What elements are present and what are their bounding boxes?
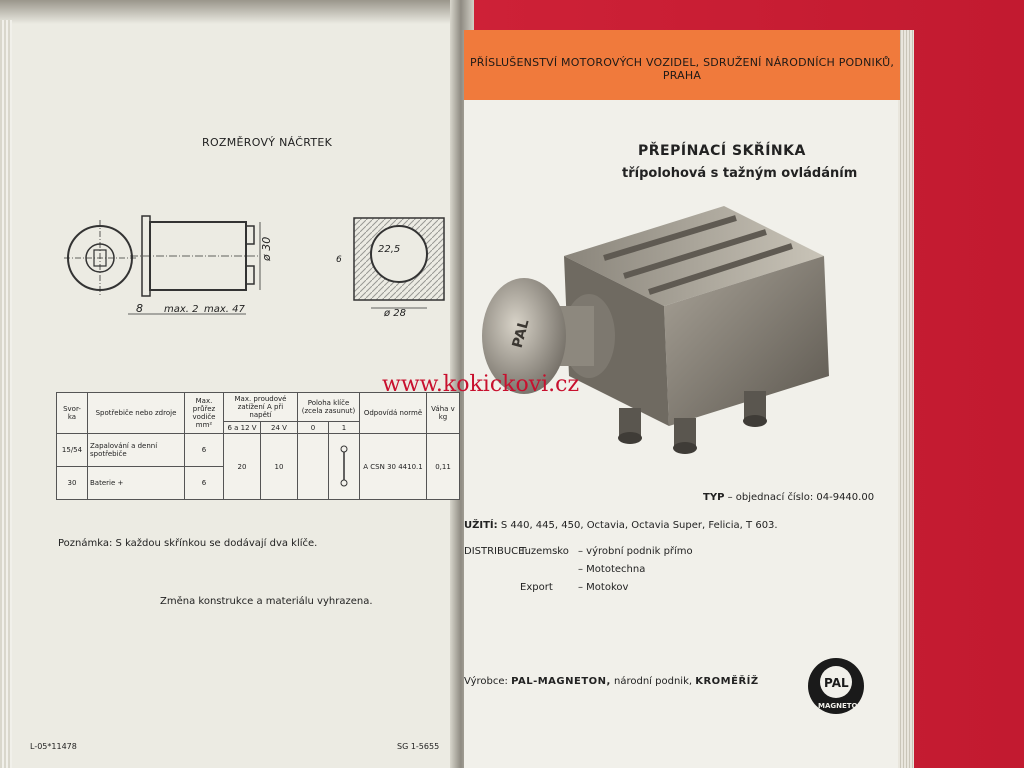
cell-svorka: 15/54 bbox=[57, 434, 88, 467]
cell-p1 bbox=[329, 434, 360, 500]
note-change: Změna konstrukce a materiálu vyhrazena. bbox=[160, 596, 373, 607]
knob-logo: PAL bbox=[509, 317, 533, 350]
th-proud: Max. proudové zatížení A při napětí bbox=[224, 393, 298, 422]
dimension-drawing bbox=[60, 196, 460, 326]
logo-text: PAL bbox=[824, 676, 849, 690]
dim-max-47: max. 47 bbox=[204, 304, 245, 315]
dim-diameter-30: ø 30 bbox=[260, 236, 273, 261]
cell-a612: 20 bbox=[224, 434, 261, 500]
cell-svorka: 30 bbox=[57, 467, 88, 500]
cell-vaha: 0,11 bbox=[427, 434, 460, 500]
th-v24: 24 V bbox=[261, 422, 298, 434]
note-keys: Poznámka: S každou skřínkou se dodávají dva klíče. bbox=[58, 538, 318, 549]
th-p0: 0 bbox=[298, 422, 329, 434]
footer-middle: SG 1-5655 bbox=[397, 742, 440, 751]
logo-subtext: MAGNETON bbox=[818, 702, 864, 710]
dim-max-2: max. 2 bbox=[164, 304, 199, 315]
cell-p0 bbox=[298, 434, 329, 500]
dim-diameter-28: ø 28 bbox=[384, 308, 407, 319]
product-title: PŘEPÍNACÍ SKŘÍNKA bbox=[638, 143, 806, 159]
footer-left: L-05*11478 bbox=[30, 742, 77, 751]
watermark: www.kokickovi.cz bbox=[382, 372, 580, 397]
usage: UŽITÍ: S 440, 445, 450, Octavia, Octavia Super, Felicia, T 603. bbox=[464, 520, 778, 531]
product-photo bbox=[474, 196, 854, 476]
manufacturer: Výrobce: PAL-MAGNETON, národní podnik, KROMĚŘÍŽ bbox=[464, 676, 759, 687]
header-band bbox=[464, 30, 900, 100]
sketch-title: ROZMĚROVÝ NÁČRTEK bbox=[202, 136, 333, 149]
th-norma: Odpovídá normě bbox=[360, 393, 427, 434]
type-number: TYP – objednací číslo: 04-9440.00 bbox=[703, 492, 875, 503]
spec-table bbox=[56, 392, 460, 500]
header-org: PŘÍSLUŠENSTVÍ MOTOROVÝCH VOZIDEL, SDRUŽENÍ NÁRODNÍCH PODNIKŮ, PRAHA bbox=[469, 56, 895, 82]
dim-6: 6 bbox=[336, 255, 342, 265]
product-subtitle: třípolohová s tažným ovládáním bbox=[622, 166, 858, 181]
dim-22-5: 22,5 bbox=[378, 244, 401, 255]
th-spotrebice: Spotřebiče nebo zdroje bbox=[88, 393, 185, 434]
distribution-channel: – Motokov bbox=[578, 582, 629, 593]
page-edges-right bbox=[898, 30, 914, 768]
cell-prurez: 6 bbox=[185, 434, 224, 467]
th-poloha: Poloha klíče (zcela zasunut) bbox=[298, 393, 360, 422]
th-vaha: Váha v kg bbox=[427, 393, 460, 434]
distribution-channel: – Mototechna bbox=[578, 564, 646, 575]
cell-spotrebice: Zapalování a denní spotřebiče bbox=[88, 434, 185, 467]
distribution-place: Tuzemsko bbox=[520, 546, 569, 557]
cell-a24: 10 bbox=[261, 434, 298, 500]
dim-8: 8 bbox=[136, 302, 143, 315]
page-shadow bbox=[0, 0, 462, 24]
cell-prurez: 6 bbox=[185, 467, 224, 500]
th-v612: 6 a 12 V bbox=[224, 422, 261, 434]
distribution-place: Export bbox=[520, 582, 553, 593]
th-svorka: Svor-ka bbox=[57, 393, 88, 434]
pal-magneton-logo bbox=[806, 656, 866, 716]
distribution-label: DISTRIBUCE: bbox=[464, 546, 528, 557]
cell-spotrebice: Baterie + bbox=[88, 467, 185, 500]
distribution-channel: – výrobní podnik přímo bbox=[578, 546, 693, 557]
cell-norma: A CSN 30 4410.1 bbox=[360, 434, 427, 500]
connection-symbol bbox=[337, 443, 351, 489]
th-p1: 1 bbox=[329, 422, 360, 434]
th-prurez: Max. průřez vodiče mm² bbox=[185, 393, 224, 434]
page-edges-left bbox=[0, 20, 12, 768]
table-row bbox=[57, 434, 460, 467]
